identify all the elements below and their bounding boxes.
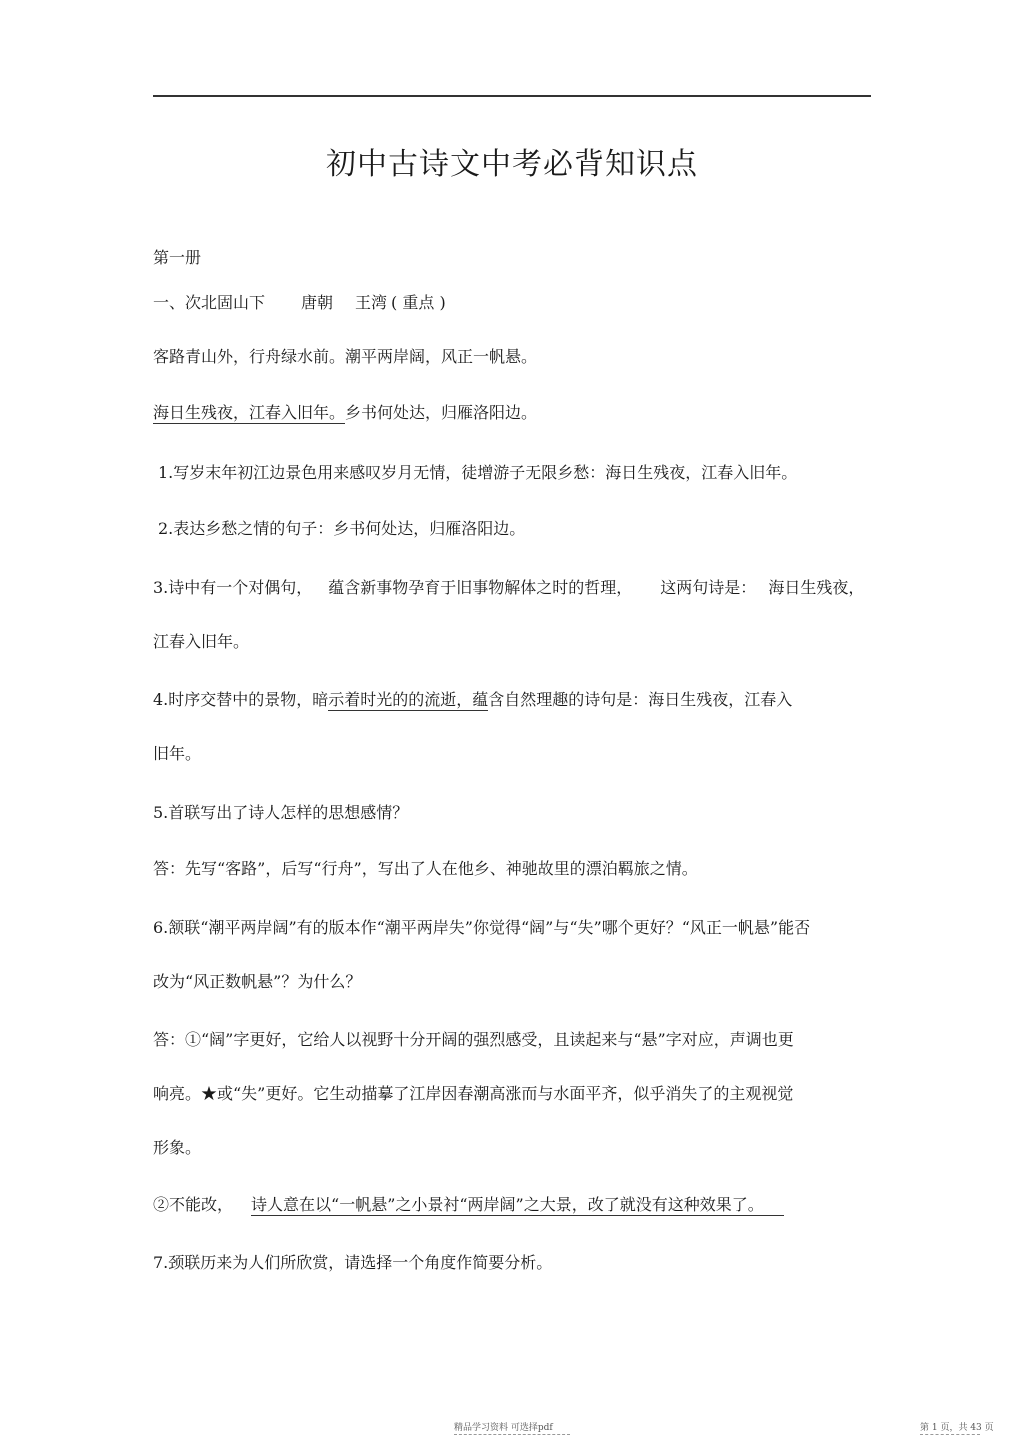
poem-dynasty: 唐朝 — [301, 293, 334, 312]
item-q4-underlined: 示着时光的的流逝，蕴 — [328, 690, 489, 709]
answer-6-line-1: 答：①“阔”字更好，它给人以视野十分开阔的强烈感受，且读起来与“悬”字对应，声调也更 — [153, 1030, 794, 1049]
answer-6-line-4-underlined: 诗人意在以“一帆悬”之小景衬“两岸阔”之大景，改了就没有这种效果了。 — [251, 1195, 784, 1216]
item-q7: 7.颈联历来为人们所欣赏，请选择一个角度作简要分析。 — [153, 1253, 553, 1272]
section-label: 第一册 — [153, 248, 202, 267]
poem-line-2-underlined: 海日生残夜，江春入旧年。 — [153, 403, 346, 422]
answer-5: 答：先写“客路”，后写“行舟”，写出了人在他乡、神驰故里的漂泊羁旅之情。 — [153, 859, 698, 878]
poem-line-1: 客路青山外，行舟绿水前。潮平两岸阔，风正一帆悬。 — [153, 347, 538, 366]
poem-heading — [153, 291, 446, 315]
poem-line-2 — [153, 401, 537, 425]
answer-6-line-4 — [153, 1193, 784, 1217]
item-q1: 1.写岁末年初江边景色用来感叹岁月无情，徒增游子无限乡愁：海日生残夜，江春入旧年。 — [158, 463, 798, 482]
item-q3-part-c: 这两句诗是： — [660, 578, 757, 597]
item-q5: 5.首联写出了诗人怎样的思想感情？ — [153, 803, 409, 822]
item-q4 — [153, 688, 792, 712]
footer-watermark: 精品学习资料 可选择pdf — [454, 1423, 553, 1433]
poem-title: 一、次北固山下 — [153, 293, 266, 312]
answer-6-line-3: 形象。 — [153, 1138, 202, 1157]
item-q3 — [153, 576, 864, 600]
poem-author: 王湾 — [355, 293, 388, 312]
item-q2: 2.表达乡愁之情的句子：乡书何处达，归雁洛阳边。 — [158, 519, 526, 538]
item-q6-cont: 改为“风正数帆悬”？为什么？ — [153, 972, 362, 991]
page-number-divider — [920, 1434, 980, 1435]
item-q4-cont: 旧年。 — [153, 744, 202, 763]
item-q4-pre: 4.时序交替中的景物，暗 — [153, 690, 329, 709]
item-q3-part-b: 蕴含新事物孕育于旧事物解体之时的哲理， — [328, 578, 633, 597]
page-number: 第 1 页，共 43 页 — [920, 1423, 994, 1433]
answer-6-line-2: 响亮。★或“失”更好。它生动描摹了江岸因春潮高涨而与水面平齐，似乎消失了的主观视觉 — [153, 1084, 794, 1103]
item-q6: 6.颔联“潮平两岸阔”有的版本作“潮平两岸失”你觉得“阔”与“失”哪个更好？“风正一帆悬”能否 — [153, 918, 811, 937]
poem-tag: ( 重点 ) — [391, 293, 446, 312]
answer-6-line-4-pre: ②不能改， — [153, 1195, 234, 1214]
item-q3-part-d: 海日生残夜， — [768, 578, 865, 597]
poem-line-2-rest: 乡书何处达，归雁洛阳边。 — [345, 403, 538, 422]
footer-watermark-divider — [454, 1434, 570, 1435]
page-title: 初中古诗文中考必背知识点 — [326, 147, 698, 182]
item-q4-post: 含自然理趣的诗句是：海日生残夜，江春入 — [488, 690, 793, 709]
item-q3-cont: 江春入旧年。 — [153, 632, 250, 651]
item-q3-part-a: 3.诗中有一个对偶句， — [153, 578, 313, 597]
top-rule — [153, 95, 871, 97]
